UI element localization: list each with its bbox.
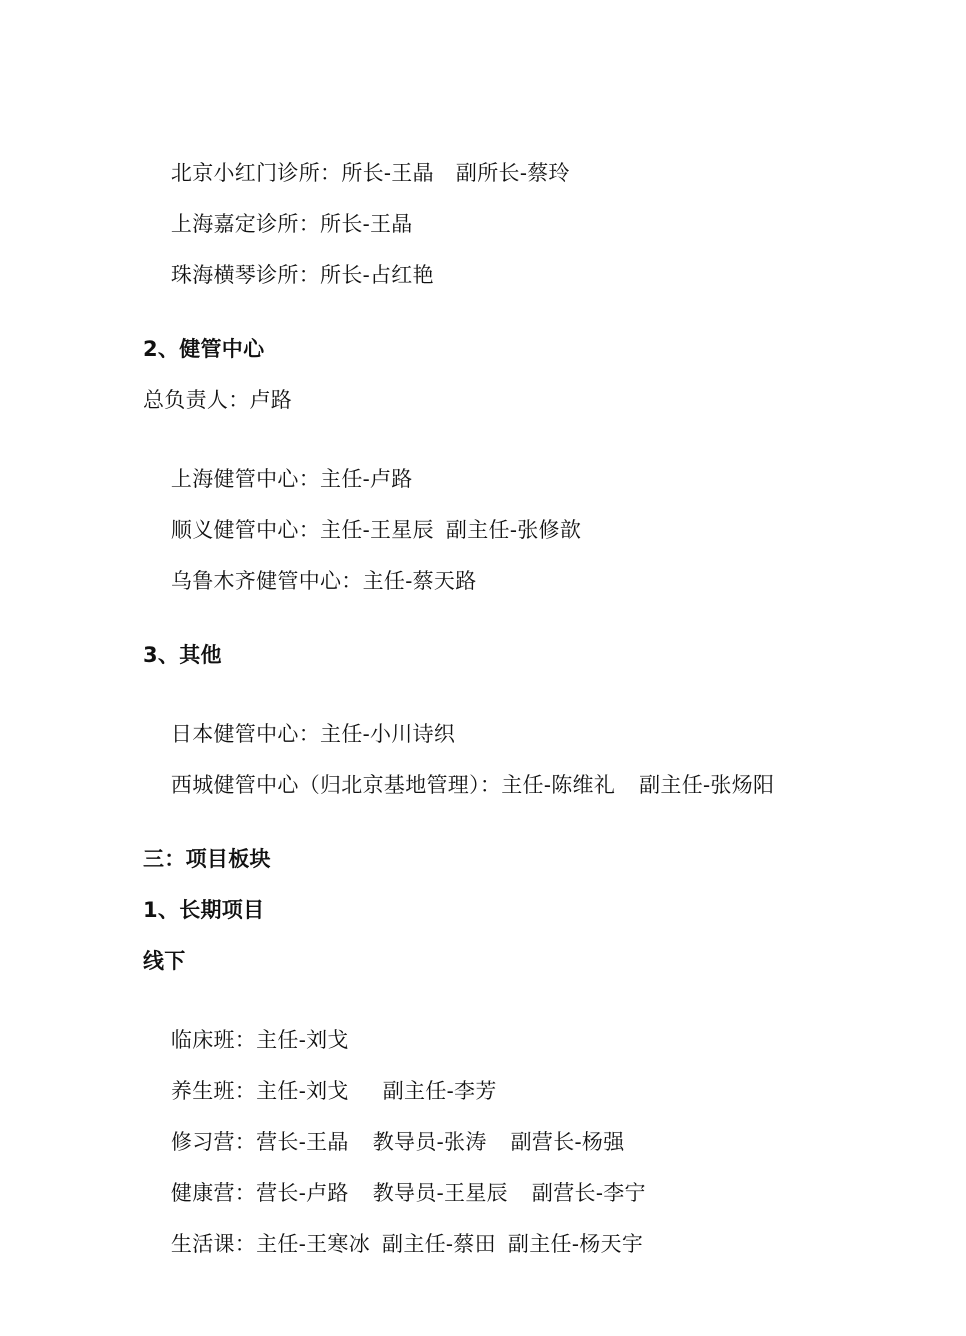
role: 教导员-张涛 [372, 1130, 487, 1154]
role: 教导员-王星辰 [372, 1181, 508, 1205]
project-name: 健康营： [170, 1181, 257, 1205]
subheading-offline: 线下 [143, 949, 186, 973]
role: 主任-小川诗织 [320, 722, 456, 746]
section-heading-health-center: 2、健管中心 [143, 337, 265, 361]
role: 所长-王晶 [320, 212, 413, 236]
role: 副主任-张炀阳 [639, 773, 775, 797]
clinic-name: 上海嘉定诊所： [170, 212, 321, 236]
clinic-name: 北京小红门诊所： [170, 161, 342, 185]
role: 主任-王寒冰 [256, 1232, 371, 1256]
role: 副主任-蔡田 [382, 1232, 496, 1256]
role: 主任-王星辰 [320, 518, 434, 542]
center-name: 日本健管中心： [170, 722, 321, 746]
project-name: 修习营： [170, 1130, 257, 1154]
role: 所长-王晶 [341, 161, 434, 185]
others-xicheng-line [143, 743, 774, 827]
subheading-long-term: 1、长期项目 [143, 898, 265, 922]
role: 营长-卢路 [256, 1181, 349, 1205]
health-center-overall: 总负责人：卢路 [143, 388, 293, 412]
project-name: 临床班： [170, 1028, 257, 1052]
role: 营长-王晶 [256, 1130, 349, 1154]
center-name: 西城健管中心（归北京基地管理）： [170, 773, 502, 797]
health-center-urumqi-line [143, 539, 477, 623]
section-heading-projects: 三：项目板块 [143, 847, 271, 871]
project-name: 养生班： [170, 1079, 257, 1103]
role: 副所长-蔡玲 [455, 161, 570, 185]
role: 副主任-杨天宇 [507, 1232, 644, 1256]
role: 副营长-李宁 [531, 1181, 646, 1205]
role: 主任-陈维礼 [501, 773, 616, 797]
clinic-name: 珠海横琴诊所： [170, 263, 321, 287]
role: 主任-刘戈 [256, 1028, 349, 1052]
clinic-zhuhai-line [143, 233, 434, 317]
center-name: 上海健管中心： [170, 467, 321, 491]
role: 主任-蔡天路 [362, 569, 477, 593]
role: 副营长-杨强 [510, 1130, 625, 1154]
project-name: 生活课： [170, 1232, 257, 1256]
center-name: 顺义健管中心： [170, 518, 321, 542]
center-name: 乌鲁木齐健管中心： [170, 569, 363, 593]
role: 副主任-李芳 [382, 1079, 497, 1103]
section-heading-others: 3、其他 [143, 643, 222, 667]
role: 主任-刘戈 [256, 1079, 349, 1103]
role: 副主任-张修歆 [445, 518, 582, 542]
project-life-class-line [143, 1202, 643, 1286]
role: 主任-卢路 [320, 467, 413, 491]
role: 所长-占红艳 [320, 263, 434, 287]
